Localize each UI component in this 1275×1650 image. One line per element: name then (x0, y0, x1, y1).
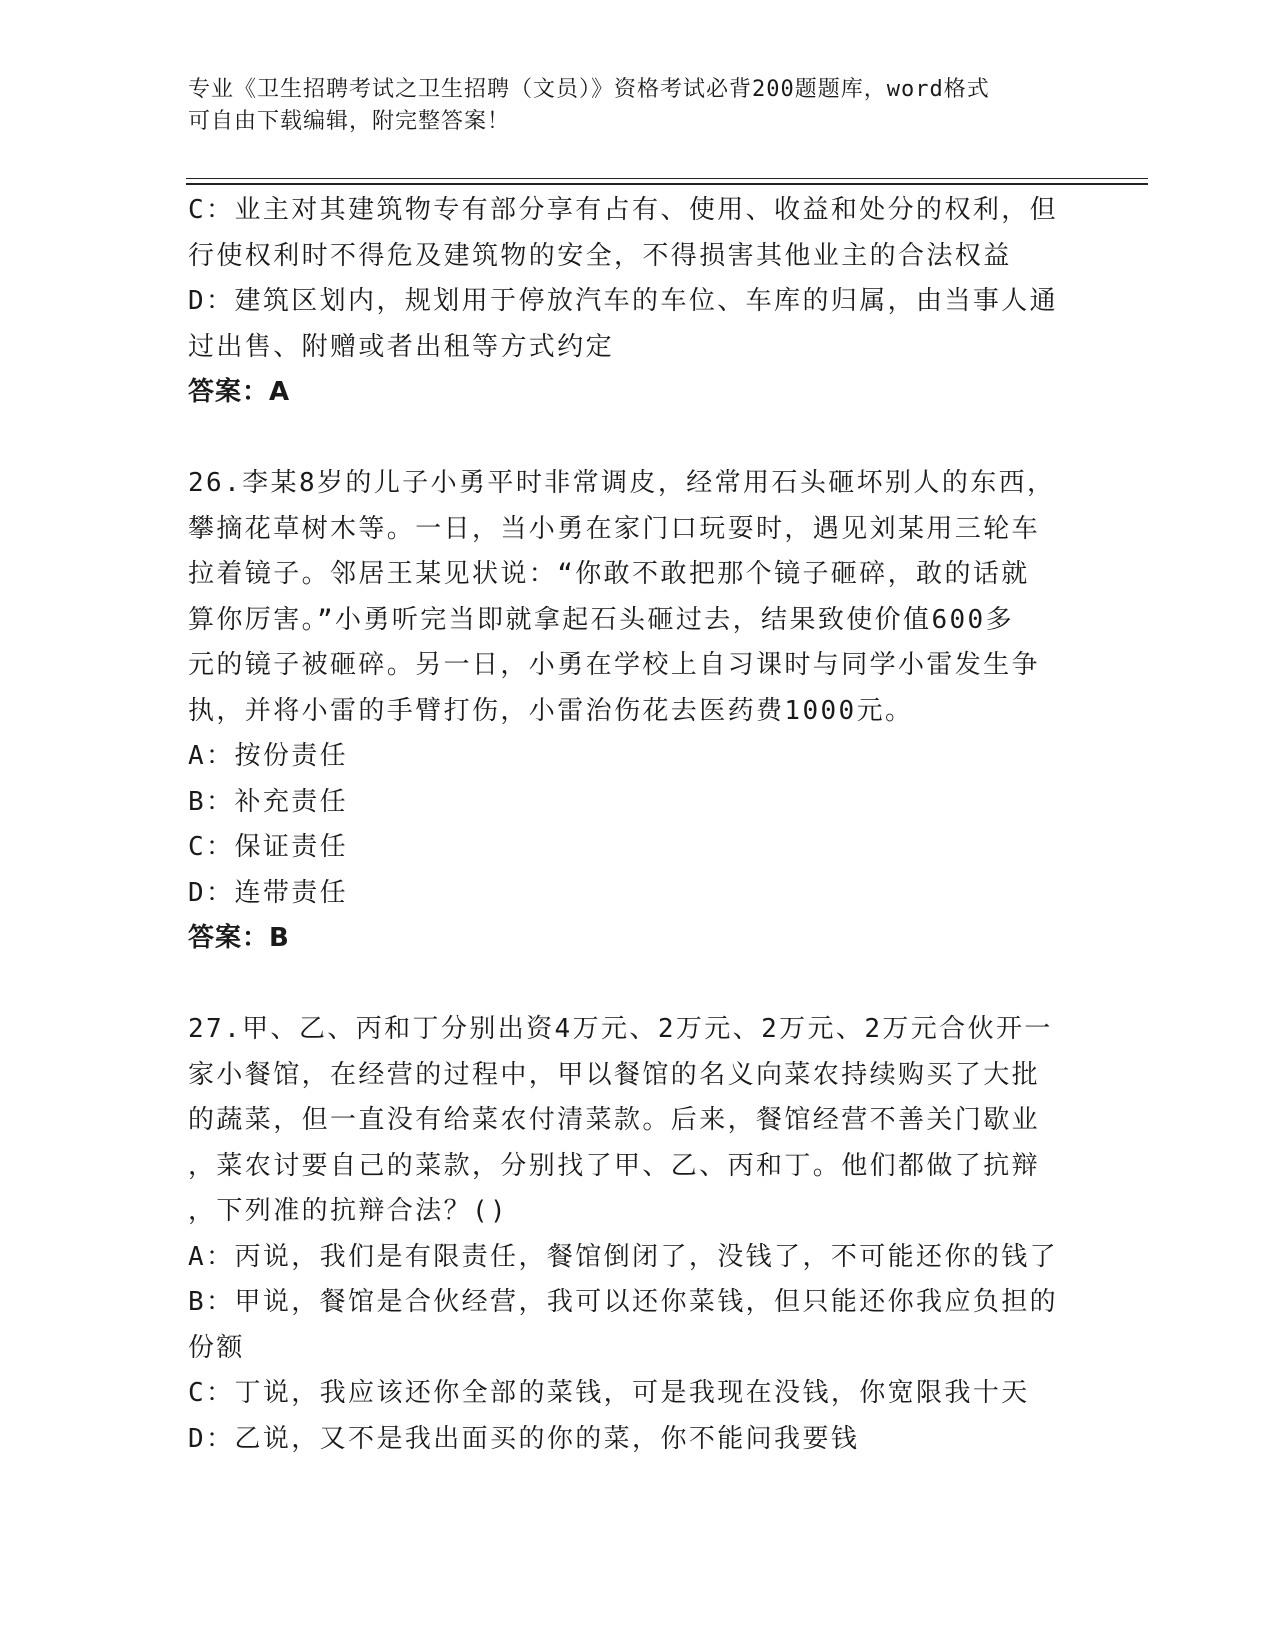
answer-label: 答案：A (188, 377, 291, 407)
option-d-line-2: 过出售、附赠或者出租等方式约定 (188, 331, 615, 362)
option-d: D：连带责任 (188, 877, 349, 908)
option-a: A：丙说，我们是有限责任，餐馆倒闭了，没钱了，不可能还你的钱了 (188, 1241, 1059, 1272)
question-27-line-2: 家小餐馆，在经营的过程中，甲以餐馆的名义向菜农持续购买了大批 (188, 1059, 1041, 1090)
question-27-line-3: 的蔬菜，但一直没有给菜农付清菜款。后来，餐馆经营不善关门歇业 (188, 1105, 1041, 1135)
header-divider-thin (186, 178, 1148, 179)
option-b-line-2: 份额 (188, 1332, 245, 1363)
header-line-2: 可自由下载编辑，附完整答案！ (188, 109, 511, 134)
option-d-line-1: D：建筑区划内，规划用于停放汽车的车位、车库的归属，由当事人通 (188, 286, 1059, 316)
option-b-line-1: B：甲说，餐馆是合伙经营，我可以还你菜钱，但只能还你我应负担的 (188, 1287, 1059, 1317)
option-a: A：按份责任 (188, 741, 349, 771)
question-26-line-6: 执，并将小雷的手臂打伤，小雷治伤花去医药费1000元。 (188, 695, 914, 726)
question-27-line-1: 27.甲、乙、丙和丁分别出资4万元、2万元、2万元、2万元合伙开一 (188, 1014, 1053, 1044)
option-c: C：保证责任 (188, 832, 349, 862)
option-b: B：补充责任 (188, 786, 349, 817)
question-26-line-2: 攀摘花草树木等。一日，当小勇在家门口玩耍时，遇见刘某用三轮车 (188, 513, 1041, 544)
option-d: D：乙说，又不是我出面买的你的菜，你不能问我要钱 (188, 1423, 860, 1454)
option-c: C：丁说，我应该还你全部的菜钱，可是我现在没钱，你宽限我十天 (188, 1378, 1030, 1408)
answer-label: 答案：B (188, 923, 290, 953)
spacer (188, 962, 1088, 1008)
question-26-line-1: 26.李某8岁的儿子小勇平时非常调皮，经常用石头砸坏别人的东西， (188, 468, 1056, 498)
question-26-line-3: 拉着镜子。邻居王某见状说：“你敢不敢把那个镜子砸碎，敢的话就 (188, 559, 1030, 589)
document-header (188, 74, 1068, 138)
document-body (188, 188, 1088, 1462)
question-27-line-5: ，下列准的抗辩合法？() (188, 1196, 509, 1226)
question-27 (188, 1007, 1088, 1462)
spacer (188, 416, 1088, 462)
question-26-line-5: 元的镜子被砸碎。另一日，小勇在学校上自习课时与同学小雷发生争 (188, 650, 1041, 680)
question-27-line-4: ，菜农讨要自己的菜款，分别找了甲、乙、丙和丁。他们都做了抗辩 (188, 1150, 1041, 1181)
prev-question (188, 188, 1088, 416)
header-line-1: 专业《卫生招聘考试之卫生招聘（文员）》资格考试必背200题题库，word格式 (188, 77, 990, 102)
question-26-line-4: 算你厉害。”小勇听完当即就拿起石头砸过去，结果致使价值600多 (188, 604, 1015, 635)
question-26 (188, 461, 1088, 962)
header-divider-thick (186, 183, 1148, 185)
option-c-line-1: C：业主对其建筑物专有部分享有占有、使用、收益和处分的权利，但 (188, 195, 1059, 225)
option-c-line-2: 行使权利时不得危及建筑物的安全，不得损害其他业主的合法权益 (188, 240, 1012, 271)
